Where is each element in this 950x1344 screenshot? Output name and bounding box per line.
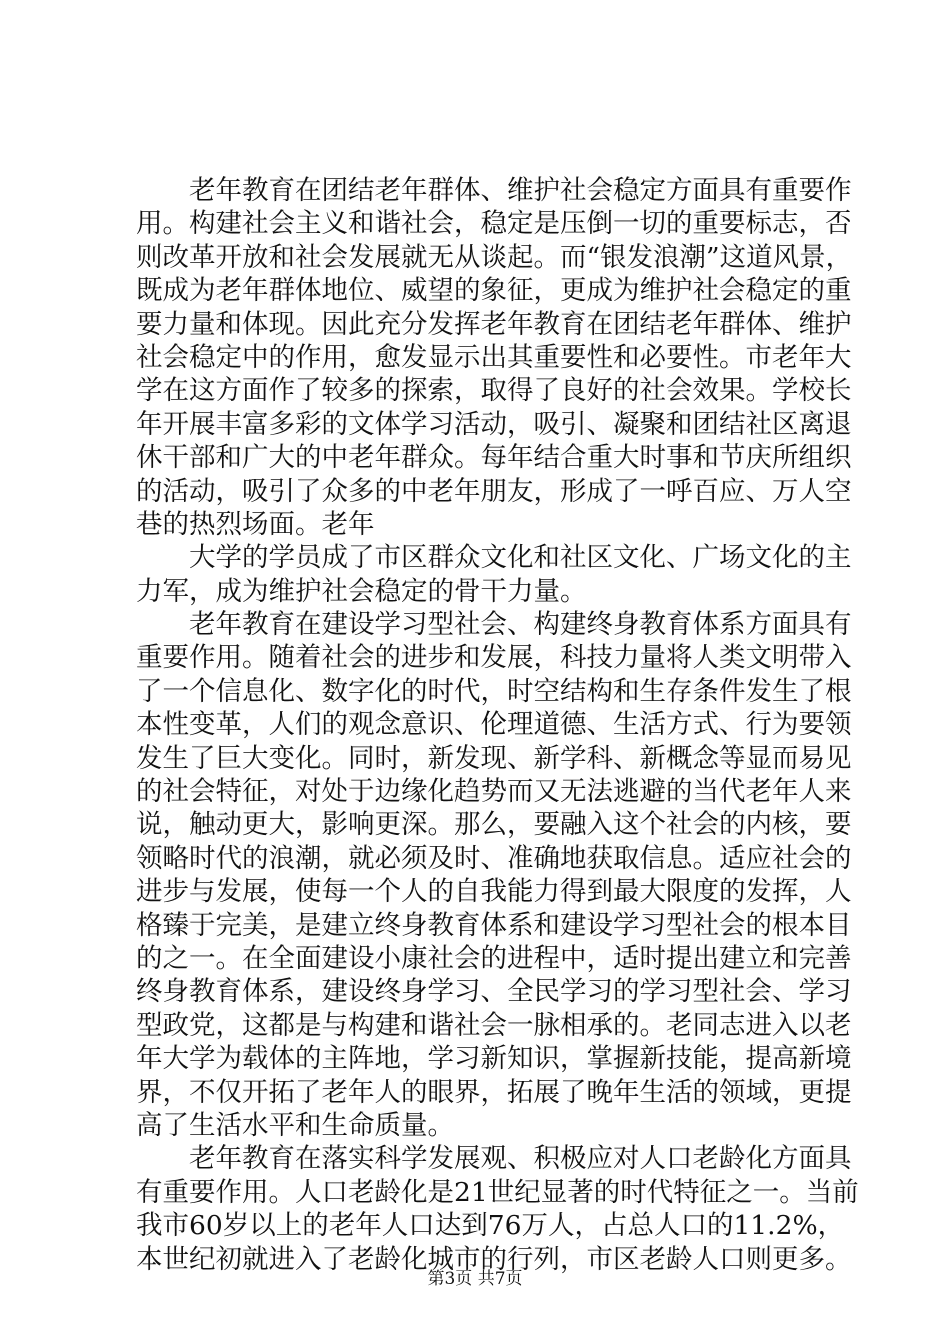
- text-line: 了一个信息化、数字化的时代，时空结构和生存条件发生了根: [136, 675, 852, 707]
- text-line: 老年教育在建设学习型社会、构建终身教育体系方面具有: [189, 609, 852, 641]
- text-line: 领略时代的浪潮，就必须及时、准确地获取信息。适应社会的: [136, 842, 852, 874]
- text-line: 社会稳定中的作用，愈发显示出其重要性和必要性。市老年大: [136, 341, 852, 373]
- text-line: 的社会特征，对处于边缘化趋势而又无法逃避的当代老年人来: [136, 776, 852, 808]
- text-line: 有重要作用。人口老龄化是21世纪显著的时代特征之一。当前: [136, 1176, 859, 1208]
- text-line: 既成为老年群体地位、威望的象征，更成为维护社会稳定的重: [136, 275, 852, 307]
- text-line: 本性变革，人们的观念意识、伦理道德、生活方式、行为要领: [136, 709, 852, 741]
- text-line: 要力量和体现。因此充分发挥老年教育在团结老年群体、维护: [136, 308, 852, 340]
- text-line: 学在这方面作了较多的探索，取得了良好的社会效果。学校长: [136, 375, 852, 407]
- text-line: 进步与发展，使每一个人的自我能力得到最大限度的发挥，人: [136, 876, 852, 908]
- text-line: 老年教育在落实科学发展观、积极应对人口老龄化方面具: [189, 1143, 852, 1175]
- body-text: [136, 174, 859, 1276]
- text-line: 大学的学员成了市区群众文化和社区文化、广场文化的主: [189, 542, 852, 574]
- text-line: 格臻于完美，是建立终身教育体系和建设学习型社会的根本目: [136, 909, 852, 941]
- text-line: 重要作用。随着社会的进步和发展，科技力量将人类文明带入: [136, 642, 852, 674]
- page-footer: 第3页 共7页: [427, 1269, 523, 1289]
- text-line: 界，不仅开拓了老年人的眼界，拓展了晚年生活的领域，更提: [136, 1076, 852, 1108]
- text-line: 说，触动更大，影响更深。那么，要融入这个社会的内核，要: [136, 809, 852, 841]
- text-line: 用。构建社会主义和谐社会，稳定是压倒一切的重要标志，否: [136, 208, 852, 240]
- text-line: 终身教育体系，建设终身学习、全民学习的学习型社会、学习: [136, 976, 852, 1008]
- text-line: 的活动，吸引了众多的中老年朋友，形成了一呼百应、万人空: [136, 475, 852, 507]
- text-line: 休干部和广大的中老年群众。每年结合重大时事和节庆所组织: [136, 442, 852, 474]
- text-line: 年开展丰富多彩的文体学习活动，吸引、凝聚和团结社区离退: [136, 408, 852, 440]
- text-line: 力军，成为维护社会稳定的骨干力量。: [136, 575, 587, 607]
- text-line: 年大学为载体的主阵地，学习新知识，掌握新技能，提高新境: [136, 1043, 852, 1075]
- text-line: 我市60岁以上的老年人口达到76万人，占总人口的11.2%，: [136, 1210, 845, 1242]
- text-line: 巷的热烈场面。老年: [136, 508, 375, 540]
- text-line: 型政党，这都是与构建和谐社会一脉相承的。老同志进入以老: [136, 1009, 852, 1041]
- text-line: 的之一。在全面建设小康社会的进程中，适时提出建立和完善: [136, 942, 852, 974]
- text-line: 老年教育在团结老年群体、维护社会稳定方面具有重要作: [189, 175, 852, 206]
- text-line: 高了生活水平和生命质量。: [136, 1109, 454, 1141]
- text-line: 发生了巨大变化。同时，新发现、新学科、新概念等显而易见: [136, 742, 852, 774]
- text-line: 本世纪初就进入了老龄化城市的行列，市区老龄人口则更多。: [136, 1243, 852, 1275]
- text-line: 则改革开放和社会发展就无从谈起。而“银发浪潮”这道风景，: [136, 241, 853, 273]
